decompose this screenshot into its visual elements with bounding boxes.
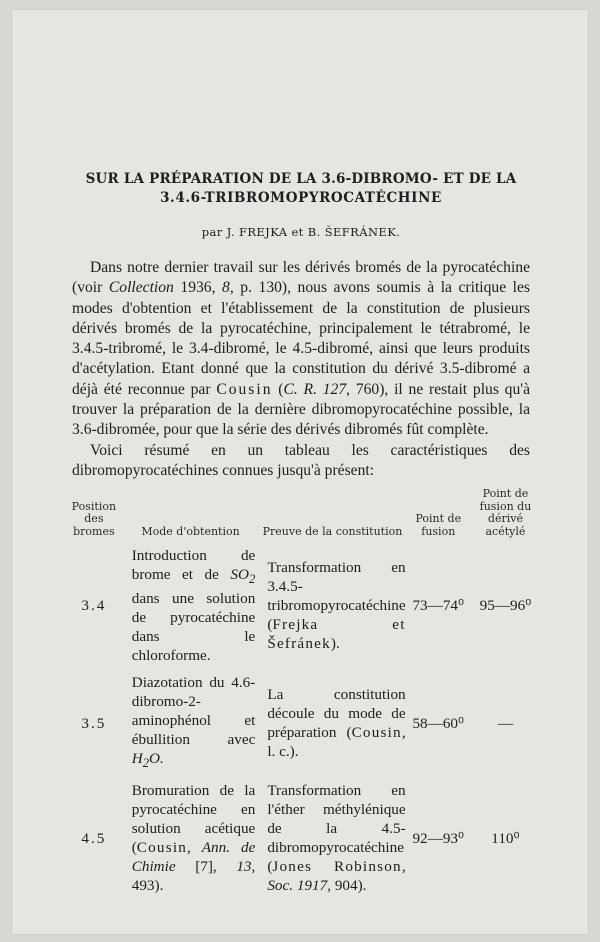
header-position: Position des bromes: [71, 499, 117, 538]
cell-fusion-acetyle: 95—96⁰: [479, 597, 532, 615]
journal-name: Collection: [108, 279, 174, 297]
chem-subscript: 2: [248, 572, 256, 587]
table-row: [64, 671, 542, 779]
intro-paragraph-2: Voici résumé en un tableau les caractéristiques des dibromopyrocatéchines connues jusqu'à présent:: [72, 441, 530, 479]
cell-position: 3.4: [81, 597, 107, 615]
preuve-text: Transformation en l'éther méthylénique de la 4.5-dibromopyrocatéchine (: [267, 782, 406, 876]
cell-preuve: [257, 544, 407, 671]
journal-name: Ann. de Chimie: [131, 839, 256, 876]
cell-fusion-acetyle: —: [497, 714, 514, 732]
reference: C. R. 127: [283, 380, 347, 398]
cell-fusion-acetyle: 110⁰: [491, 829, 520, 847]
table-row: [64, 544, 542, 671]
chem-subscript: 2: [142, 756, 150, 771]
author-name: Cousin: [136, 839, 188, 857]
intro-text: , 760), il ne restait plus qu'à trouver la préparation de la dernière dibromopyrocatéchine possible, la 3.6-dibromée, pour que la série des dérivés dibromés fût complète.: [72, 380, 530, 439]
header-mode: Mode d'obtention: [141, 524, 240, 538]
byline: par J. FREJKA et B. ŠEFRÁNEK.: [201, 225, 401, 239]
journal-name: Soc. 1917: [267, 877, 328, 895]
author-name: Frejka et Šefránek: [267, 616, 406, 653]
dibromopyrocatechine-table: [64, 488, 542, 901]
cell-fusion: 73—74⁰: [412, 597, 465, 615]
mode-text: Bromuration de la pyrocatéchine en solution acétique (: [131, 782, 256, 857]
preuve-text: ).: [330, 635, 340, 653]
cell-preuve: [257, 671, 407, 779]
preuve-text: , 904).: [327, 877, 367, 895]
title-line-1: SUR LA PRÉPARATION DE LA 3.6-DIBROMO- ET DE LA: [85, 171, 517, 187]
preuve-text: ,: [401, 858, 406, 876]
author-name: Cousin: [351, 724, 402, 742]
mode-text: ,: [187, 839, 202, 857]
cell-fusion: 58—60⁰: [412, 714, 465, 732]
volume-number: 13: [236, 858, 252, 876]
preuve-text: Transformation en 3.4.5-tribromopyrocatéchine (: [267, 559, 406, 634]
cell-position: 4.5: [81, 829, 107, 847]
intro-text: (: [272, 380, 284, 398]
table-row: [64, 779, 542, 901]
chem-formula: H: [131, 750, 143, 768]
mode-text: [7],: [175, 858, 237, 876]
author-name: Jones Robinson: [272, 858, 402, 876]
mode-text: Introduction de brome et de: [131, 547, 256, 583]
mode-text: dans une solution de pyrocatéchine dans le chloroforme.: [131, 590, 256, 665]
header-fusion: Point de fusion: [415, 512, 462, 538]
table-header-row: [64, 488, 542, 544]
header-preuve: Preuve de la constitution: [262, 524, 403, 538]
mode-text: , 493).: [131, 858, 256, 895]
article-title: [72, 170, 530, 208]
cell-preuve: [257, 779, 407, 901]
volume-number: 8: [222, 279, 230, 297]
page: [12, 10, 588, 934]
cell-fusion: 92—93⁰: [412, 829, 465, 847]
author-name: Cousin: [216, 380, 273, 398]
chem-formula: O.: [149, 750, 164, 768]
intro-paragraph-1: [72, 258, 530, 441]
header-fusion-acetyle: Point de fusion du dérivé acétylé: [479, 487, 532, 538]
intro-text: , p. 130), nous avons soumis à la critique les modes d'obtention et l'établissement de la constitution de plusieurs dérivés bromés de la pyrocatéchine, principalement le tétrabromé, le 3.4.5-tribromé, le 3.4-dibromé, le 4.5-dibromé, ainsi que leurs produits d'acétylation. Etant donné que la constitution du dérivé 3.5-dibromé a déjà été reconnue par: [72, 279, 530, 398]
intro-text: 1936,: [173, 279, 223, 297]
mode-text: Diazotation du 4.6-dibromo-2-aminophénol et ébullition avec: [131, 674, 256, 749]
chem-formula: SO: [230, 566, 249, 583]
preuve-text: , l. c.).: [267, 724, 406, 761]
preuve-text: La constitution découle du mode de préparation (: [267, 686, 406, 742]
article-body: [71, 170, 532, 895]
cell-mode: [124, 671, 258, 779]
cell-position: 3.5: [81, 714, 107, 732]
intro-text: Dans notre dernier travail sur les dérivés bromés de la pyrocatéchine (voir: [72, 259, 530, 297]
title-line-2: 3.4.6-TRIBROMOPYROCATÉCHINE: [160, 190, 442, 206]
cell-mode: [124, 779, 258, 901]
cell-mode: [124, 544, 258, 671]
